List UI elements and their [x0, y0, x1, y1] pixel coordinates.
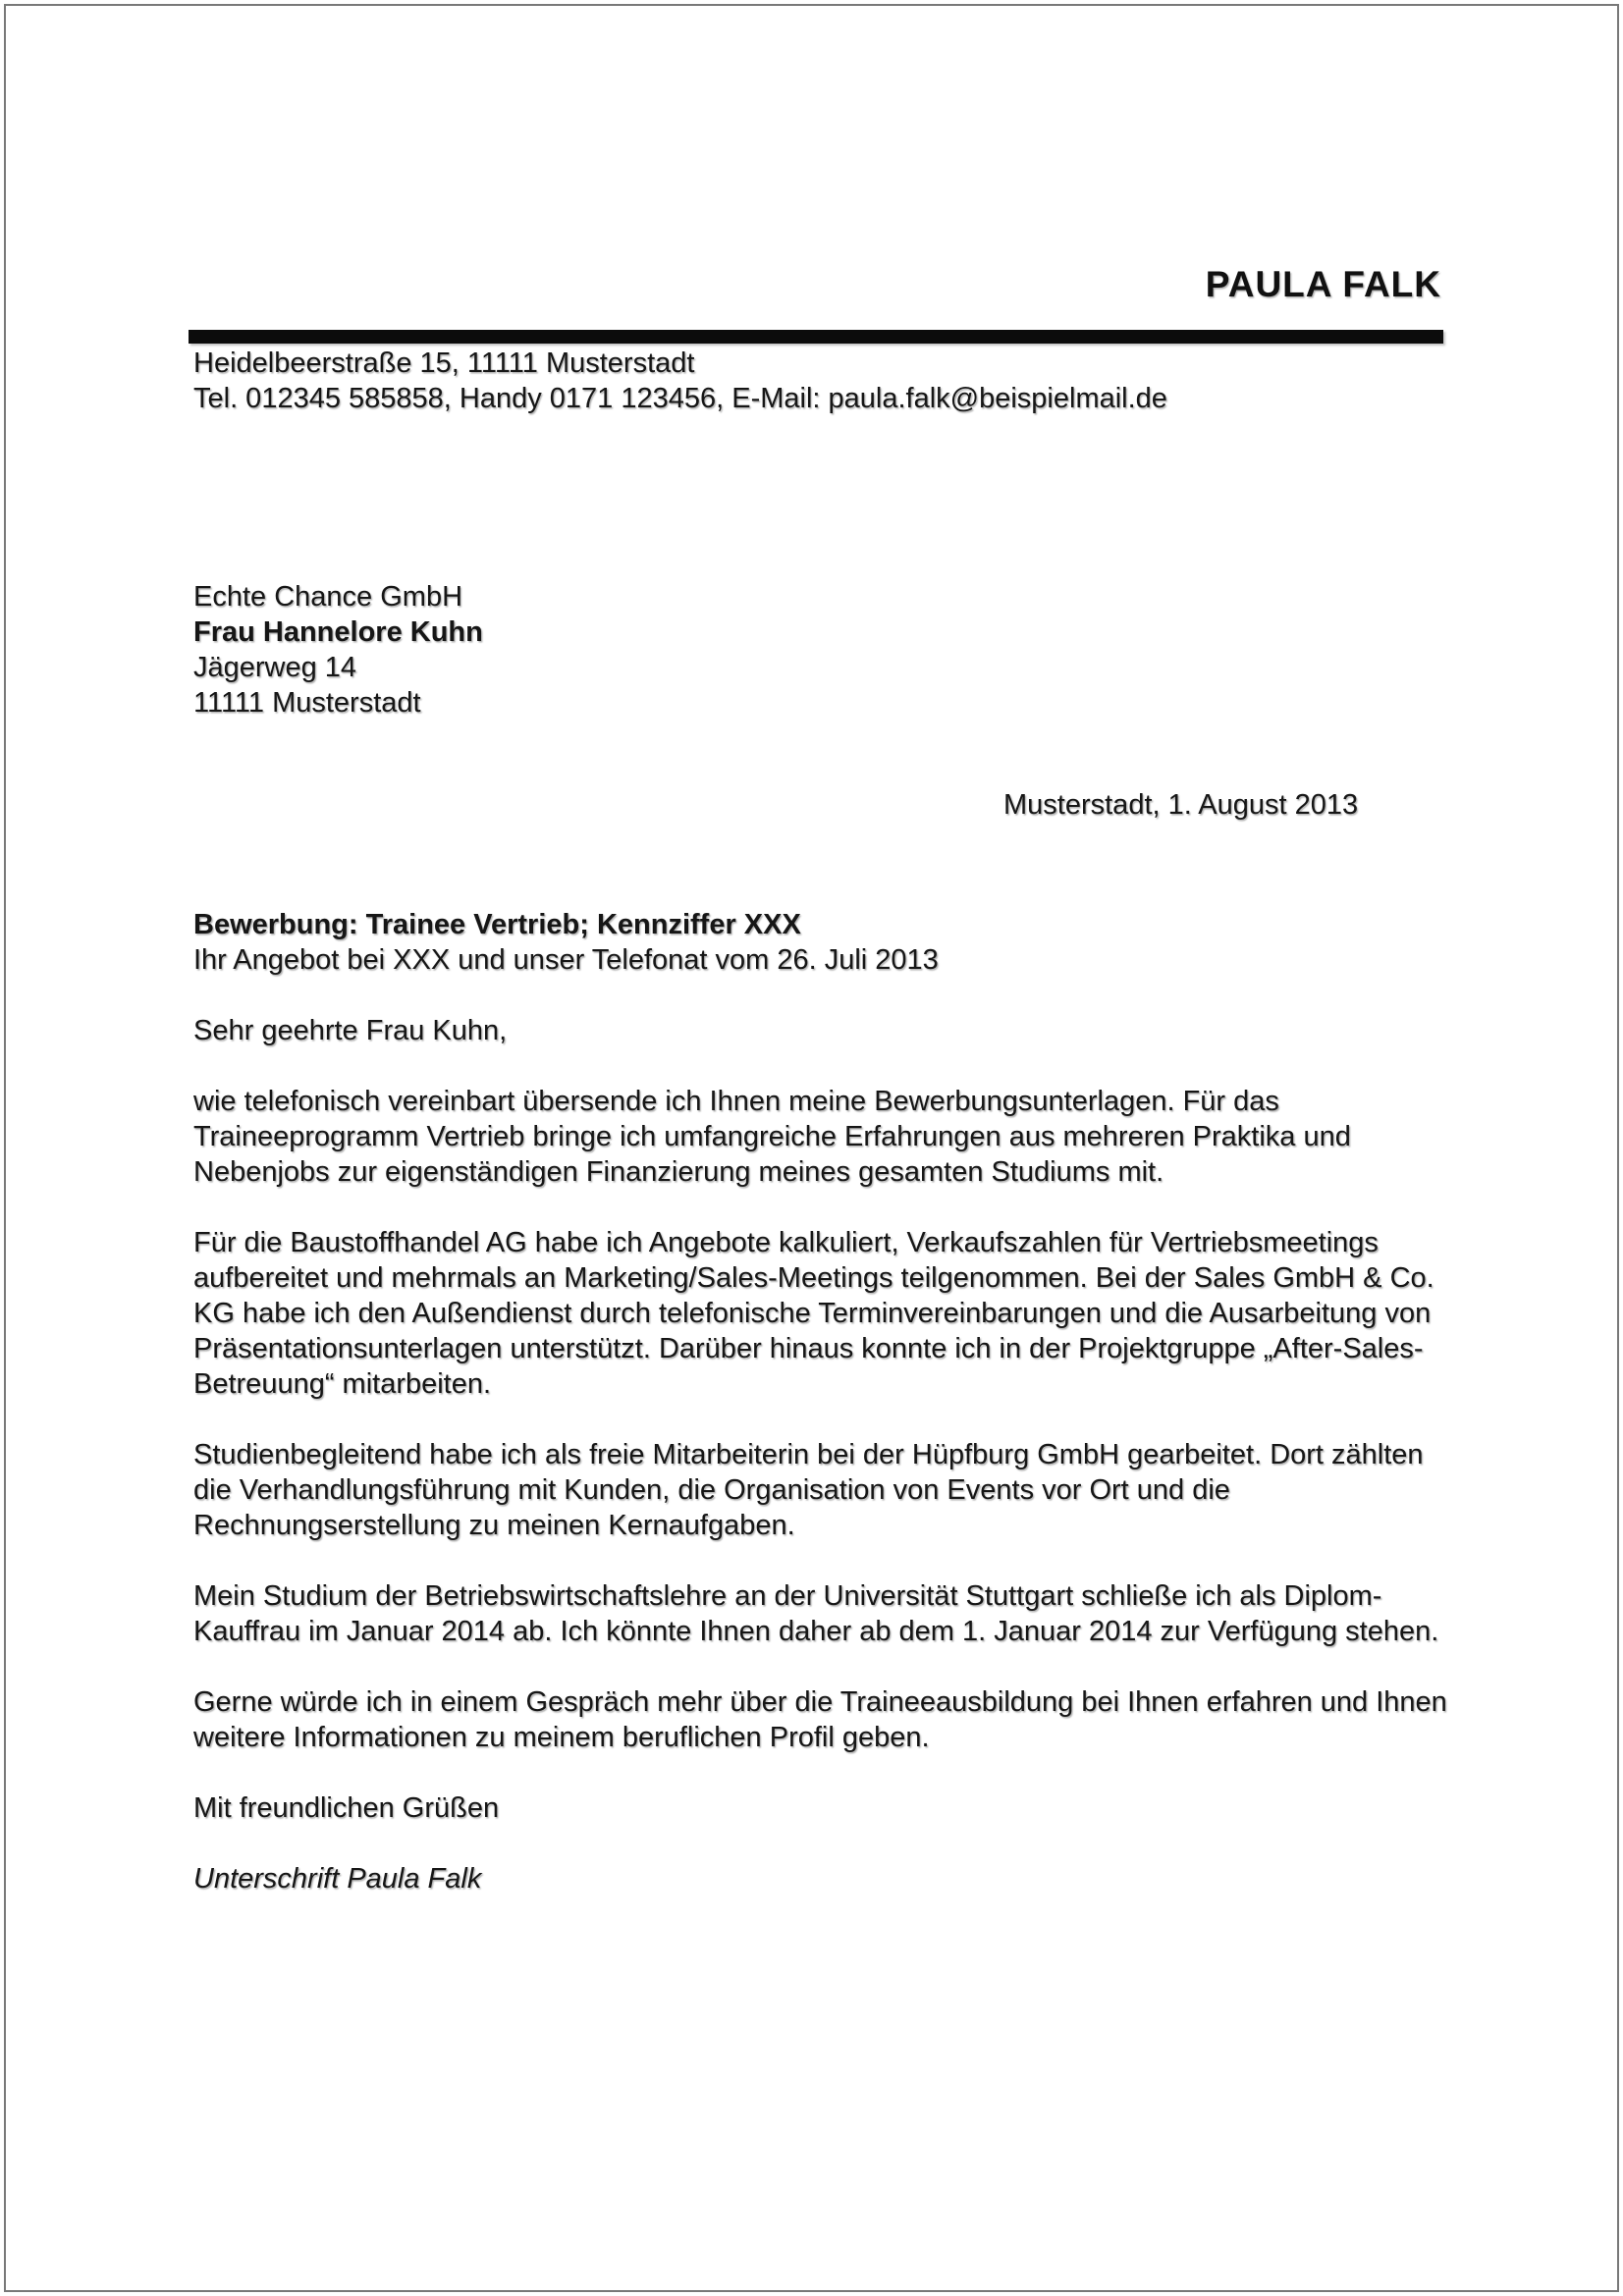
subject-title: Bewerbung: Trainee Vertrieb; Kennziffer XXX — [193, 909, 801, 940]
body-paragraph: Mein Studium der Betriebswirtschaftslehre an der Universität Stuttgart schließe ich als Diplom-Kauffrau im Januar 2014 ab. Ich könnte Ihnen daher ab dem 1. Januar 2014 zur Verfügung stehen. — [193, 1580, 1439, 1647]
closing-line: Mit freundlichen Grüßen — [193, 1792, 500, 1824]
salutation: Sehr geehrte Frau Kuhn, — [193, 1015, 508, 1046]
recipient-street: Jägerweg 14 — [193, 652, 357, 683]
sender-name: PAULA FALK — [1205, 264, 1441, 304]
subject-block — [193, 907, 1448, 978]
recipient-company: Echte Chance GmbH — [193, 581, 463, 613]
body-paragraph: Für die Baustoffhandel AG habe ich Angebote kalkuliert, Verkaufszahlen für Vertriebsmeetings aufbereitet und mehrmals an Marketing/Sales-Meetings teilgenommen. Bei der Sales GmbH & Co. KG habe ich den Außendienst durch telefonische Terminvereinbarungen und die Ausarbeitung von Präsentationsunterlagen unterstützt. Darüber hinaus konnte ich in der Projektgruppe „After-Sales-Betreuung“ mitarbeiten. — [193, 1227, 1434, 1400]
body-paragraph: wie telefonisch vereinbart übersende ich Ihnen meine Bewerbungsunterlagen. Für das Traineeprogramm Vertrieb bringe ich umfangreiche Erfahrungen aus mehreren Praktika und Nebenjobs zur eigenständigen Finanzierung meines gesamten Studiums mit. — [193, 1086, 1351, 1188]
body-paragraph: Gerne würde ich in einem Gespräch mehr über die Traineeausbildung bei Ihnen erfahren und Ihnen weitere Informationen zu meinem beruflichen Profil geben. — [193, 1686, 1447, 1753]
sender-address-block — [193, 346, 1167, 416]
sender-contact-line: Tel. 012345 585858, Handy 0171 123456, E-Mail: paula.falk@beispielmail.de — [193, 383, 1167, 414]
sender-street-line: Heidelbeerstraße 15, 11111 Musterstadt — [193, 347, 695, 379]
signature-line: Unterschrift Paula Falk — [193, 1863, 482, 1895]
recipient-city: 11111 Musterstadt — [193, 687, 421, 719]
letter-body — [193, 1013, 1448, 1896]
header-divider-bar — [189, 330, 1443, 344]
subject-reference: Ihr Angebot bei XXX und unser Telefonat vom 26. Juli 2013 — [193, 944, 939, 976]
recipient-address-block — [193, 579, 483, 721]
body-paragraph: Studienbegleitend habe ich als freie Mitarbeiterin bei der Hüpfburg GmbH gearbeitet. Dort zählten die Verhandlungsführung mit Kunden, die Organisation von Events vor Ort und die Rechnungserstellung zu meinen Kernaufgaben. — [193, 1439, 1424, 1541]
recipient-contact: Frau Hannelore Kuhn — [193, 616, 483, 648]
date-line: Musterstadt, 1. August 2013 — [1003, 789, 1359, 821]
